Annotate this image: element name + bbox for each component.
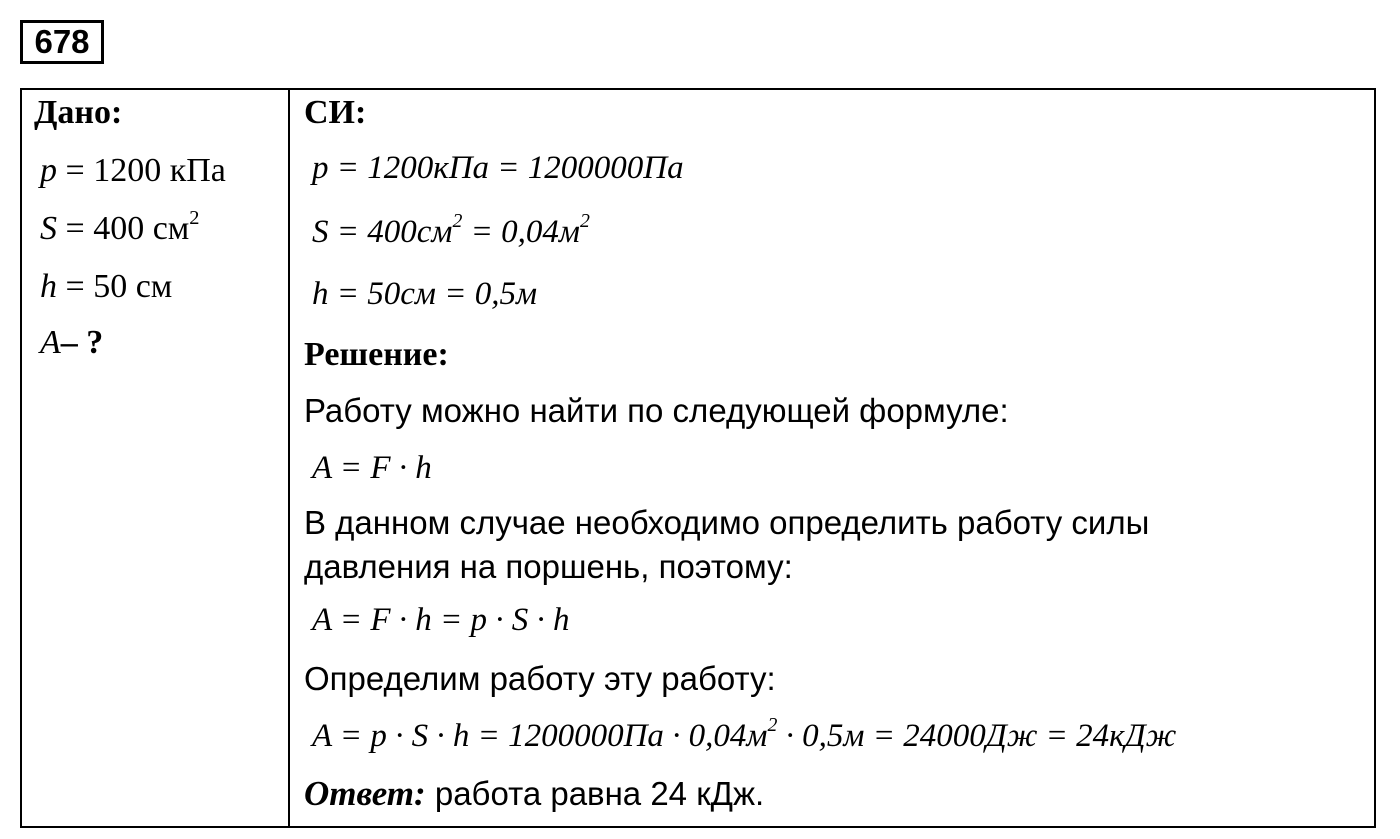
solution-heading: Решение: xyxy=(304,336,449,373)
si-pressure: p = 1200кПа = 1200000Па xyxy=(312,150,684,186)
formula-calculation xyxy=(312,714,1177,755)
si-height: h = 50см = 0,5м xyxy=(312,276,538,312)
given-value: ? xyxy=(86,324,104,361)
calc-left: A = p · S · h = 1200000Па · 0,04м xyxy=(312,718,768,754)
given-var: A xyxy=(40,324,61,361)
given-var: h xyxy=(40,268,57,305)
given-area xyxy=(40,206,200,248)
si-heading: СИ: xyxy=(304,94,367,131)
si-area-right: = 0,04м xyxy=(462,214,580,250)
given-value: 50 см xyxy=(93,268,173,305)
solution-text-2a: В данном случае необходимо определить работу силы xyxy=(304,504,1150,541)
formula-work-pressure: A = F · h = p · S · h xyxy=(312,602,570,638)
problem-number: 678 xyxy=(20,20,104,64)
answer-label: Ответ: xyxy=(304,774,426,813)
given-eq: = xyxy=(57,268,94,305)
formula-work: A = F · h xyxy=(312,450,432,486)
si-area-exp2: 2 xyxy=(579,210,590,233)
given-pressure xyxy=(40,152,226,190)
given-eq: = xyxy=(57,210,94,247)
given-unknown xyxy=(40,324,103,362)
given-var: p xyxy=(40,152,57,189)
si-area-left: S = 400см xyxy=(312,214,453,250)
given-eq: = xyxy=(57,152,94,189)
answer-line xyxy=(304,774,764,814)
given-value: 1200 кПа xyxy=(93,152,226,189)
given-height xyxy=(40,268,172,306)
column-divider xyxy=(288,90,290,826)
solution-text-2b: давления на поршень, поэтому: xyxy=(304,548,793,585)
given-heading: Дано: xyxy=(34,94,123,131)
si-area xyxy=(312,210,590,251)
solution-table xyxy=(20,88,1376,828)
calc-exponent: 2 xyxy=(767,714,778,737)
solution-text-3: Определим работу эту работу: xyxy=(304,660,776,697)
given-var: S xyxy=(40,210,57,247)
solution-text-1: Работу можно найти по следующей формуле: xyxy=(304,392,1009,429)
si-area-exp1: 2 xyxy=(452,210,463,233)
given-eq: – xyxy=(60,324,87,361)
given-value: 400 см xyxy=(93,210,190,247)
answer-text: работа равна 24 кДж. xyxy=(425,775,765,812)
calc-right: · 0,5м = 24000Дж = 24кДж xyxy=(777,718,1177,754)
given-exponent: 2 xyxy=(189,206,200,229)
